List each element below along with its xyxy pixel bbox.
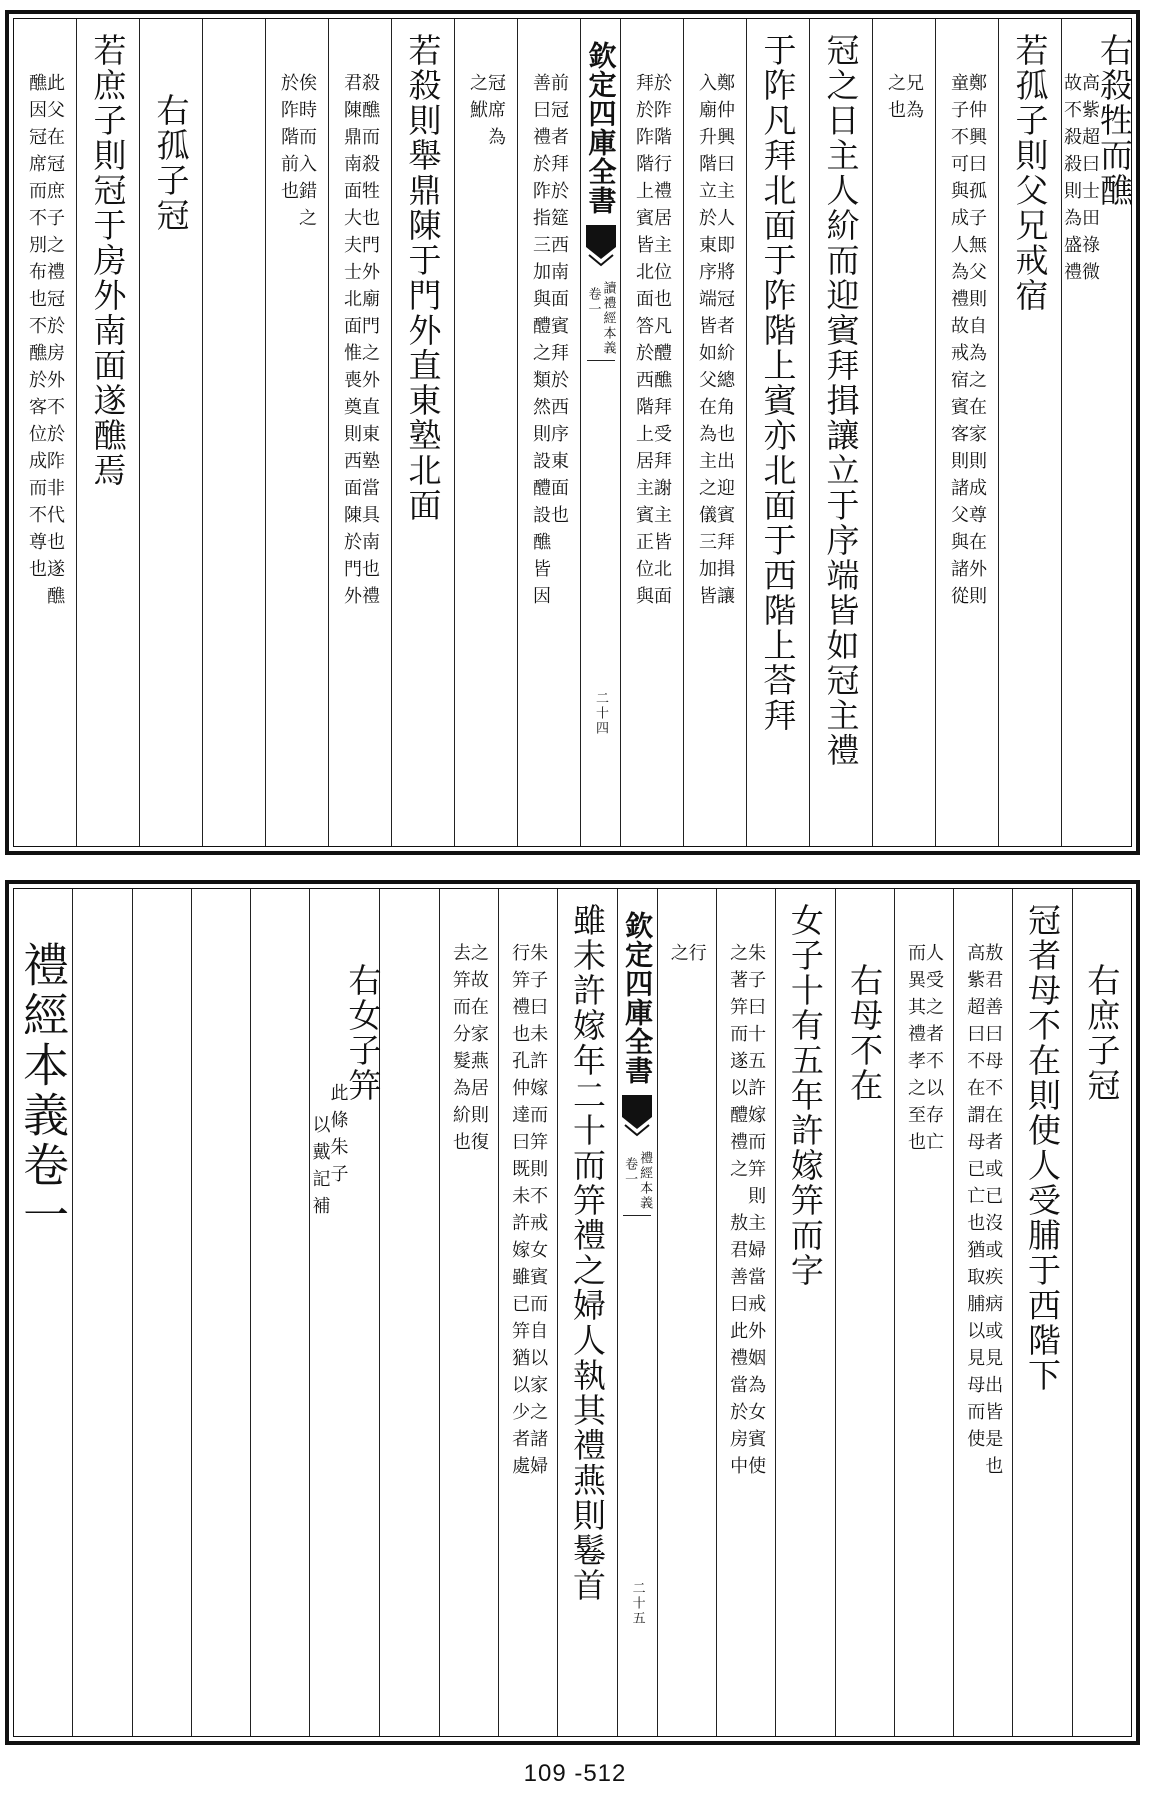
page-bottom xyxy=(5,880,1140,1745)
page-number: 二十四 xyxy=(593,691,608,736)
juan-label: 卷一 xyxy=(622,1157,638,1187)
commentary-text: 高紫超曰士田祿微 xyxy=(1079,73,1100,289)
commentary-text: 此父在冠庶子之禮冠於房外不於阼非代也遂醮 xyxy=(44,73,65,613)
text-column xyxy=(517,19,580,846)
fishtail-mark-icon xyxy=(622,1095,652,1145)
text-column xyxy=(439,889,498,1736)
book-title-small: 禮經本義 xyxy=(637,1151,653,1211)
text-column xyxy=(328,19,391,846)
juan-label: 卷一 xyxy=(585,287,601,317)
commentary-text: 敖君善曰母不在者或已沒或疾病或見出皆是也 xyxy=(982,943,1004,1483)
section-heading: 右女子笄 xyxy=(343,963,383,1103)
commentary-text: 之 xyxy=(667,943,689,970)
collection-title: 欽定四庫全書 xyxy=(584,41,618,215)
section-heading: 右母不在 xyxy=(845,963,885,1103)
commentary-text: 鄭仲興曰孤子無父則自為之在家則成尊在外則 xyxy=(966,73,987,613)
main-text: 女子十有五年許嫁笄而字 xyxy=(785,903,825,1288)
text-column xyxy=(14,19,76,846)
text-column xyxy=(202,19,265,846)
text-column xyxy=(454,19,517,846)
text-column xyxy=(250,889,309,1736)
page-frame xyxy=(13,888,1132,1737)
page-frame xyxy=(13,18,1132,847)
text-column xyxy=(746,19,809,846)
commentary-text: 之鮲 xyxy=(467,73,488,127)
commentary-text: 朱子曰未許嫁而笄則不戒女賓而自以家之諸婦 xyxy=(527,943,549,1483)
text-column xyxy=(72,889,131,1736)
text-column xyxy=(1012,889,1071,1736)
volume-end-title: 禮經本義卷一 xyxy=(16,941,71,1241)
commentary-text: 朱子曰十五許嫁而笄則主婦當戒外姻為女賓使 xyxy=(745,943,767,1483)
main-text: 冠者母不在則使人受脯于西階下 xyxy=(1023,903,1063,1393)
text-column xyxy=(76,19,139,846)
section-heading: 右庶子冠 xyxy=(1082,963,1122,1103)
text-column xyxy=(716,889,775,1736)
text-column xyxy=(657,889,716,1736)
text-column xyxy=(1061,19,1134,846)
text-column xyxy=(775,889,834,1736)
commentary-text: 之故在家燕居則復 xyxy=(467,943,489,1159)
text-column xyxy=(309,889,383,1736)
text-column xyxy=(1072,889,1131,1736)
commentary-text: 而異其禮孝之至也 xyxy=(904,943,926,1159)
text-column xyxy=(132,889,191,1736)
main-text: 冠之日主人紒而迎賓拜揖讓立于序端皆如冠主禮 xyxy=(821,33,861,768)
text-column xyxy=(809,19,872,846)
text-column xyxy=(998,19,1061,846)
commentary-text: 兄為 xyxy=(903,73,924,127)
fishtail-mark-icon xyxy=(586,225,616,275)
text-column xyxy=(620,19,683,846)
commentary-text: 高紫超曰不在謂母已亡也猶取脯以見母而使 xyxy=(964,943,986,1456)
main-text: 若孤子則父兄戒宿 xyxy=(1010,33,1050,313)
main-text: 若庶子則冠于房外南面遂醮焉 xyxy=(88,33,128,488)
collection-title: 欽定四庫全書 xyxy=(621,911,655,1085)
commentary-text: 醮因冠席而不別布也不醮於客位成而不尊也 xyxy=(26,73,47,586)
commentary-text: 善曰禮於阼指三加與醴之類然則設醴設醮皆因 xyxy=(530,73,551,613)
commentary-text: 以戴記補 xyxy=(309,1115,331,1223)
text-column xyxy=(894,889,953,1736)
text-column xyxy=(835,889,894,1736)
text-column xyxy=(683,19,746,846)
commentary-text: 行 xyxy=(685,943,707,970)
commentary-text: 君陳鼎南面大夫士北面惟喪奠則西面陳於門外 xyxy=(341,73,362,613)
text-column xyxy=(391,19,454,846)
text-column xyxy=(872,19,935,846)
commentary-text: 入廟升階立於東序端皆如父在為主之儀三加皆 xyxy=(696,73,717,613)
main-text: 若殺則舉鼎陳于門外直東塾北面 xyxy=(403,33,443,523)
text-column xyxy=(953,889,1012,1736)
main-text: 于阼凡拜北面于阼階上賓亦北面于西階上荅拜 xyxy=(758,33,798,733)
commentary-text: 童子不可與成人為禮故戒宿賓客則諸父與諸從 xyxy=(948,73,969,613)
fold-gutter xyxy=(580,19,620,846)
text-column xyxy=(139,19,202,846)
commentary-text: 殺醮而殺牲也門外廟門之外直東塾當具南也禮 xyxy=(359,73,380,613)
commentary-text: 故不殺殺則為盛禮 xyxy=(1061,73,1082,289)
fold-gutter xyxy=(617,889,657,1736)
commentary-text: 俟時而入錯之 xyxy=(296,73,317,235)
commentary-text: 前冠者拜於筵西南面賓拜於西序東面也 xyxy=(548,73,569,532)
commentary-text: 此條朱子 xyxy=(327,1083,349,1191)
commentary-text: 人受之者不以存亡 xyxy=(922,943,944,1159)
main-text: 雖未許嫁年二十而笄禮之婦人執其禮燕則鬈首 xyxy=(567,903,607,1603)
text-column xyxy=(14,889,72,1736)
commentary-text: 於阼階行禮居主位也凡醴醮拜受拜謝主皆北面 xyxy=(651,73,672,613)
text-column xyxy=(935,19,998,846)
text-column xyxy=(191,889,250,1736)
commentary-text: 之也 xyxy=(885,73,906,127)
text-column xyxy=(557,889,616,1736)
commentary-text: 拜於阼階上賓皆北面答於西階上居主賓正位與 xyxy=(633,73,654,613)
text-column xyxy=(379,889,438,1736)
page-top xyxy=(5,10,1140,855)
page-footer-number: 109 -512 xyxy=(523,1760,627,1787)
book-title-small: 讀禮經本義 xyxy=(600,281,616,356)
commentary-text: 於阼階前也 xyxy=(278,73,299,208)
commentary-text: 去笄而分髮為紒也 xyxy=(449,943,471,1159)
text-column xyxy=(498,889,557,1736)
commentary-text: 之著笄而遂以醴禮之 敖君善曰此禮當於房中 xyxy=(727,943,749,1483)
page-number: 二十五 xyxy=(629,1581,645,1626)
text-column xyxy=(265,19,328,846)
section-heading: 右孤子冠 xyxy=(151,93,191,233)
main-text: 右殺牲而醮 xyxy=(1095,33,1134,208)
commentary-text: 行笄禮也孔仲達曰既未許嫁雖已笄猶以少者處 xyxy=(509,943,531,1483)
commentary-text: 鄭仲興曰主人即將冠者紒總角也出迎賓拜揖讓 xyxy=(714,73,735,613)
commentary-text: 冠席為 xyxy=(485,73,506,154)
